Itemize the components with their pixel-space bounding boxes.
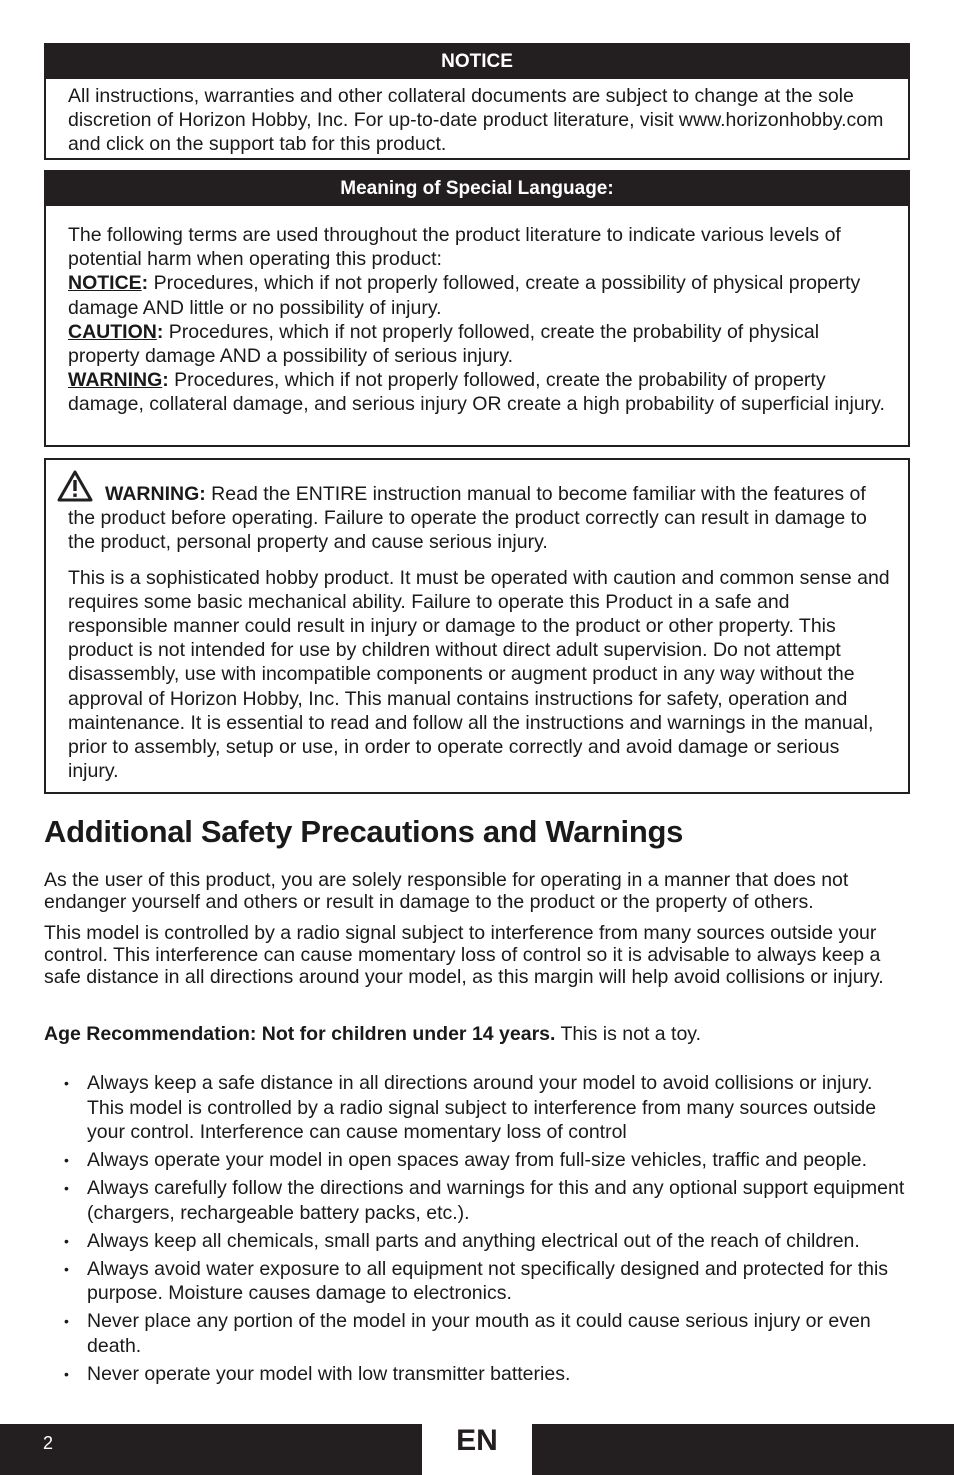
language-code: EN (456, 1424, 498, 1457)
responsibility-paragraph: As the user of this product, you are solely responsible for operating in a manner that does not endanger yourself and others or result in damage to the product or the property of others. (44, 869, 849, 913)
footer-bar-right (532, 1424, 954, 1475)
age-recommendation (44, 1022, 914, 1046)
list-item: • Never operate your model with low transmitter batteries. (64, 1362, 571, 1385)
warning-box (44, 458, 910, 794)
term-text: Procedures, which if not properly followed, create the probability of physical property damage AND a possibility of serious injury. (68, 320, 820, 368)
term-label: CAUTION (68, 320, 157, 343)
term-caution: CAUTION: Procedures, which if not properly followed, create the probability of physical property damage AND a possibility of serious injury. (68, 320, 820, 368)
bullet-icon: • (64, 1260, 69, 1277)
list-item: • Always carefully follow the directions and warnings for this and any optional support equipment (chargers, rechargeable battery packs, etc.). (64, 1177, 905, 1224)
bullet-icon: • (64, 1180, 69, 1196)
radio-interference-paragraph: This model is controlled by a radio signal subject to interference from many sources outside your control. This interference can cause momentary loss of control so it is advisable to always keep a safe distance in all directions around your model, as this margin will help avoid collisions or injury. (44, 922, 884, 988)
term-text: Procedures, which if not properly followed, create a possibility of physical property damage AND little or no possibility of injury. (68, 272, 861, 319)
page-number: 2 (43, 1433, 54, 1453)
section-title: Additional Safety Precautions and Warnings (44, 814, 684, 849)
warning-triangle-icon (56, 469, 94, 503)
warning-body (46, 460, 908, 783)
notice-header: NOTICE (46, 45, 908, 79)
notice-body: All instructions, warranties and other collateral documents are subject to change at the sole discretion of Horizon Hobby, Inc. For up-to-date product literature, visit www.horizonhobby.com and click on the support tab for this product. (68, 85, 884, 156)
term-notice: NOTICE: Procedures, which if not properly followed, create a possibility of physical property damage AND little or no possibility of injury. (68, 272, 861, 319)
special-language-header: Meaning of Special Language: (46, 172, 908, 206)
bullet-icon: • (64, 1365, 69, 1382)
age-recommendation-rest: This is not a toy. (555, 1023, 702, 1045)
safety-bullet-list (44, 1071, 914, 1390)
list-item: • Never place any portion of the model in your mouth as it could cause serious injury or even death. (64, 1310, 871, 1357)
special-language-box (44, 170, 910, 447)
list-item: • Always operate your model in open spaces away from full-size vehicles, traffic and people. (64, 1149, 868, 1171)
warning-label: WARNING: (105, 483, 206, 505)
term-text: Procedures, which if not properly followed, create the probability of property damage, collateral damage, and serious injury OR create a high probability of superficial injury. (68, 369, 885, 416)
bullet-icon: • (64, 1152, 69, 1168)
list-item: • Always keep all chemicals, small parts and anything electrical out of the reach of children. (64, 1229, 860, 1252)
bullet-icon: • (64, 1313, 69, 1329)
special-language-intro: The following terms are used throughout the product literature to indicate various levels of potential harm when operating this product: (68, 224, 841, 271)
list-item: • Always keep a safe distance in all directions around your model to avoid collisions or injury. This model is controlled by a radio signal subject to interference from many sources outside your control. Interference can cause momentary loss of control (64, 1072, 877, 1143)
bullet-icon: • (64, 1232, 69, 1249)
term-warning: WARNING: Procedures, which if not properly followed, create the probability of property damage, collateral damage, and serious injury OR create a high probability of superficial injury. (68, 369, 885, 416)
age-recommendation-bold: Age Recommendation: Not for children under 14 years. (44, 1023, 556, 1045)
warning-intro-text: Read the ENTIRE instruction manual to become familiar with the features of the product before operating. Failure to operate the product correctly can result in damage to the product, personal property and cause serious injury. (68, 483, 867, 554)
special-language-body (46, 206, 908, 417)
warning-intro (68, 482, 890, 555)
term-label: WARNING (68, 369, 163, 392)
term-label: NOTICE (68, 272, 142, 295)
warning-details: This is a sophisticated hobby product. It must be operated with caution and common sense and requires some basic mechanical ability. Failure to operate this Product in a safe and responsible manner could result in injury or damage to the product or other property. This product is not intended for use by children without direct adult supervision. Do not attempt disassembly, use with incompatible components or augment product in any way without the approval of Horizon Hobby, Inc. This manual contains instructions for safety, operation and maintenance. It is essential to read and follow all the instructions and warnings in the manual, prior to assembly, setup or use, in order to operate correctly and avoid damage or serious injury. (68, 566, 890, 783)
list-item: • Always avoid water exposure to all equipment not specifically designed and protected for this purpose. Moisture causes damage to electronics. (64, 1257, 889, 1304)
notice-box (44, 43, 910, 160)
bullet-icon: • (64, 1075, 69, 1091)
footer-bar-left (0, 1424, 422, 1475)
